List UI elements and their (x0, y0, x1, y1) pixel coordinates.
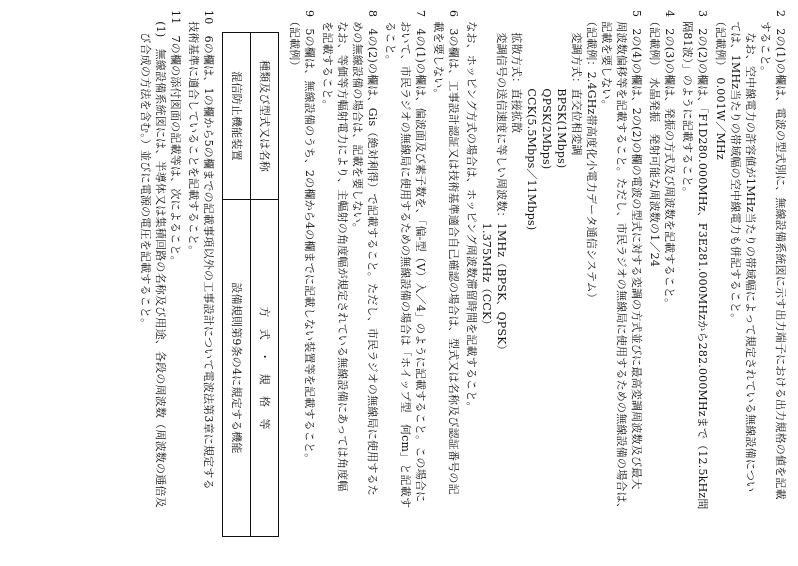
text-line: 11 7の欄の添付図面の記載等は、次によること。 (169, 10, 182, 267)
example-table-header-right: 方 式 ・ 規 格 等 (251, 200, 279, 537)
text-line: （記載例：2.4GHz帯高度化小電力データ通信システム） (585, 10, 598, 304)
text-line: 7 4の(1)の欄は、偏波面及び素子数を、「偏-型（V）入／4」のように記載すること。この場合に (414, 10, 427, 503)
example-table-header-left: 種類及び型式又は名称 (251, 33, 279, 200)
text-line: 5 2の(4)の欄は、2の(2)の欄の電波の型式に対する変調の方式並びに最高変調周波数及び最大 (630, 10, 643, 490)
text-line: ること。 (384, 10, 397, 66)
text-line: を記載すること。 (321, 10, 334, 111)
document-body (10, 10, 788, 556)
text-line: めの無線設備の場合は、記載を要しない。 (351, 10, 364, 234)
example-table (222, 32, 279, 537)
text-line: CCK(5.5Mbps／11Mbps) (525, 10, 538, 231)
text-line: （記載例） 水晶発振 発射可能な周波数の1／24 (648, 10, 661, 267)
text-line: 1.375MHz（CCK） (480, 10, 493, 331)
text-line: び合成の方法を含む。）並びに電源の電圧を記載すること。 (139, 10, 152, 330)
text-line: 変調方式：直交位相変調 (570, 10, 583, 156)
text-line: 変調信号の送信速度に等しい周波数：1MHz（BPSK、QPSK） (495, 10, 508, 356)
text-line: なお、等価等方輻射電力により、主輻射の角度幅が規定されている無線設備にあっては角度幅 (336, 10, 349, 492)
text-line: ては、1MHz当たりの帯域幅の空中線電力も併記すること。 (729, 10, 742, 325)
text-line: 記載を要しない。 (600, 10, 613, 111)
text-line: BPSK(1Mbps) (555, 10, 568, 169)
text-line: （記載例） 0.001W／MHz (714, 10, 727, 160)
text-line: 載を要しない。 (432, 10, 445, 100)
text-line: 9 5の欄は、無線設備のうち、2の欄から4の欄までに記載しない装置等を記載すること。 (303, 10, 316, 465)
text-line: 隔81波）」のように記載すること。 (681, 10, 694, 199)
text-line: すること。 (759, 10, 772, 78)
text-line: おいて、市民ラジオの無線局に使用するための無線設備の場合は「ホイップ型 何cm」と記載す (399, 10, 412, 509)
text-line: （記載例） (288, 10, 301, 72)
text-line: 8 4の(2)の欄は、Gis（絶対利得）で記載すること。ただし、市民ラジオの無線局に使用するた (366, 10, 379, 496)
text-line: なお、ホッピング方式の場合は、ホッピング周波数滞留時間を記載すること。 (465, 10, 478, 413)
text-line: 6 3の欄は、工事設計認証又は技術基準適合自己確認の場合は、型式又は名称及び認証番号の記 (447, 10, 460, 495)
text-line: 10 6の欄は、1の欄から5の欄までの記載事項以外の工事設計について電波法第3章に規定する (202, 10, 215, 490)
example-table-cell-left: 混信防止機能装置 (223, 33, 251, 200)
text-line: QPSK(2Mbps) (540, 10, 553, 170)
text-line: 3 2の(2)の欄は、「F1D280.000MHz、F3E281.000MHzから282.000MHzまで（12.5kHz間 (696, 10, 709, 510)
text-line: 拡散方式：直接拡散 (510, 10, 523, 134)
text-line: 技術基準に適合していることを記載すること。 (187, 10, 200, 257)
text-line: 周波数偏移等を記載すること。ただし、市民ラジオの無線局に使用するための無線設備の場合は、 (615, 10, 628, 514)
example-table-cell-right: 設備規則第9条の4に規定する機能 (223, 200, 251, 537)
text-line: 4 2の(3)の欄は、発振の方式及び周波数を記載すること。 (663, 10, 676, 310)
text-line: なお、空中線電力の許容値が1MHz当たりの帯域幅によって規定されている無線設備につい (744, 10, 757, 493)
text-line: (1) 無線設備系統図には、半導体又は集積回路の名称及び用途、各段の周波数（周波数の逓倍及 (154, 10, 167, 508)
example-table-header-row (251, 33, 279, 537)
example-table-row (223, 33, 251, 537)
text-line: 2 2の(1)の欄は、電波の型式別に、無線設備系統図に示す出力端子における出力規格の値を記載 (774, 10, 787, 500)
